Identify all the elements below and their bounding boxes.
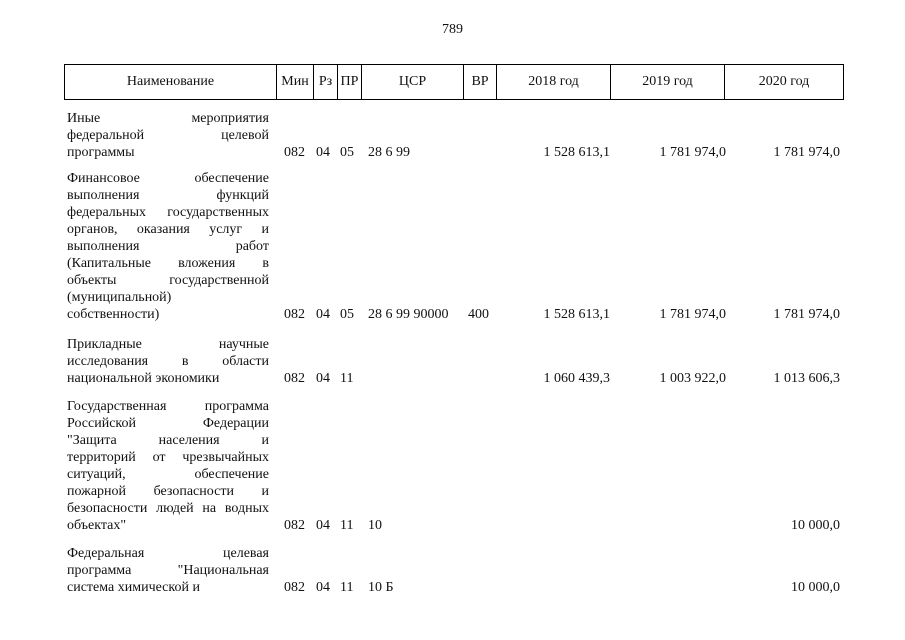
row-cell-rz: 04 <box>316 518 330 533</box>
row-cell-y2018: 1 528 613,1 <box>543 145 610 160</box>
row-cell-rz: 04 <box>316 307 330 322</box>
page-number: 789 <box>442 22 463 37</box>
row-name-line: федеральных государственных <box>67 205 269 220</box>
row-name-line: ситуаций, обеспечение <box>67 467 269 482</box>
row-cell-y2020: 10 000,0 <box>791 580 840 595</box>
row-name-line: органов, оказания услуг и <box>67 222 269 237</box>
row-cell-csr: 28 6 99 <box>368 145 410 160</box>
row-cell-pr: 11 <box>340 518 354 533</box>
row-cell-y2020: 1 013 606,3 <box>773 371 840 386</box>
row-cell-pr: 11 <box>340 580 354 595</box>
row-name-line: Иные мероприятия <box>67 111 269 126</box>
row-cell-y2018: 1 060 439,3 <box>543 371 610 386</box>
row-name-line: объекты государственной <box>67 273 269 288</box>
header-vr: ВР <box>463 65 496 99</box>
row-name-line: "Защита населения и <box>67 433 269 448</box>
header-rz: Рз <box>313 65 337 99</box>
row-name-line: выполнения функций <box>67 188 269 203</box>
header-2020: 2020 год <box>724 65 843 99</box>
row-name-line: Российской Федерации <box>67 416 269 431</box>
row-name-line: программа "Национальная <box>67 563 269 578</box>
header-2018: 2018 год <box>496 65 610 99</box>
row-name-line: (муниципальной) <box>67 290 172 305</box>
row-name-line: Федеральная целевая <box>67 546 269 561</box>
row-cell-y2019: 1 781 974,0 <box>659 307 726 322</box>
row-cell-pr: 11 <box>340 371 354 386</box>
row-name-line: исследования в области <box>67 354 269 369</box>
row-cell-rz: 04 <box>316 580 330 595</box>
row-cell-min: 082 <box>284 371 305 386</box>
row-name-line: пожарной безопасности и <box>67 484 269 499</box>
row-cell-csr: 10 <box>368 518 382 533</box>
row-cell-y2019: 1 003 922,0 <box>659 371 726 386</box>
row-cell-y2019: 1 781 974,0 <box>659 145 726 160</box>
row-name-line: программы <box>67 145 135 160</box>
row-name-line: территорий от чрезвычайных <box>67 450 269 465</box>
row-name <box>67 398 269 534</box>
header-2019: 2019 год <box>610 65 724 99</box>
row-name-line: система химической и <box>67 580 200 595</box>
row-cell-y2020: 10 000,0 <box>791 518 840 533</box>
row-name-line: Финансовое обеспечение <box>67 171 269 186</box>
row-name <box>67 545 269 596</box>
row-cell-rz: 04 <box>316 145 330 160</box>
row-cell-y2020: 1 781 974,0 <box>773 145 840 160</box>
row-cell-csr: 28 6 99 90000 <box>368 307 449 322</box>
row-name-line: выполнения работ <box>67 239 269 254</box>
row-name-line: собственности) <box>67 307 160 322</box>
row-name-line: федеральной целевой <box>67 128 269 143</box>
row-cell-min: 082 <box>284 145 305 160</box>
header-pr: ПР <box>337 65 361 99</box>
row-cell-pr: 05 <box>340 307 354 322</box>
row-name-line: объектах" <box>67 518 127 533</box>
row-cell-y2020: 1 781 974,0 <box>773 307 840 322</box>
header-csr: ЦСР <box>361 65 463 99</box>
row-name-line: Государственная программа <box>67 399 269 414</box>
header-min: Мин <box>276 65 313 99</box>
row-name-line: Прикладные научные <box>67 337 269 352</box>
row-name-line: национальной экономики <box>67 371 220 386</box>
row-name-line: (Капитальные вложения в <box>67 256 269 271</box>
row-cell-rz: 04 <box>316 371 330 386</box>
row-name <box>67 170 269 323</box>
row-cell-csr: 10 Б <box>368 580 394 595</box>
row-name <box>67 336 269 387</box>
row-cell-min: 082 <box>284 518 305 533</box>
row-cell-y2018: 1 528 613,1 <box>543 307 610 322</box>
header-name: Наименование <box>126 74 215 89</box>
row-name-line: безопасности людей на водных <box>67 501 269 516</box>
row-cell-pr: 05 <box>340 145 354 160</box>
row-cell-vr: 400 <box>468 307 489 322</box>
row-name <box>67 110 269 161</box>
row-cell-min: 082 <box>284 307 305 322</box>
row-cell-min: 082 <box>284 580 305 595</box>
